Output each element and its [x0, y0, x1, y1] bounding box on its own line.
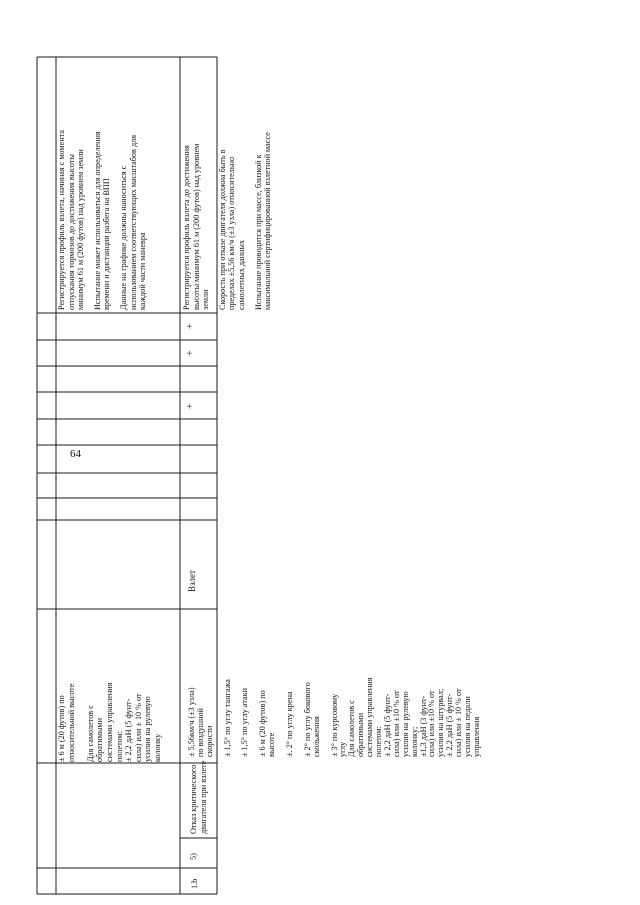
note-paragraph: Испытание может использоваться для определения времени и дистанции разбега на ВПП — [92, 131, 112, 310]
tolerance-list: ± 5,56км/ч (±3 узла) по воздушной скорости ± 1,5° по углу тангажа ± 1,5° по углу атаки ± 6 м (20 футов) по высоте ±. 2° по углу крена ± 2° по углу бокового скольжения ± 3° по курсовому углу Для самолетов с обратимыми системами управления полетом: ± 2,2 даН (5 фунт- сила) или ±10 % от усилия на рулевую колонку; ±1,3 даН (3 фунт- сила) или ±10 % от усилия на штурвал; ± 2,2 даН (5 фунт- сила) или ± 10 % от усилия на педали управления — [187, 677, 481, 757]
row-number: 1.b — [190, 878, 199, 889]
page-number: 64 — [70, 448, 81, 460]
plus-mark: + — [185, 350, 196, 356]
flight-condition: Взлет — [187, 570, 197, 592]
row-1b-notes — [182, 60, 280, 310]
note-paragraph: Испытание проводится при массе, близкой к максимальной сертифицированной взлетной массе — [253, 132, 273, 310]
note-paragraph: Регистрируется профиль взлета до достижения высоты минимум 61 м (200 футов) над уровнем земли — [182, 143, 211, 310]
note-paragraph: Скорость при отказе двигателя должна быть в пределах ±5,56 км/ч (±3 узла) относительно самолетных данных — [217, 149, 246, 310]
note-paragraph: Данные на графике должны наноситься с использованием соответствующих масштабов для каждой части маневра — [118, 135, 148, 310]
plus-mark: + — [185, 323, 196, 329]
prev-row-deviation: ± 6 м (20 футов) по относительной высоте Для самолетов с обратимыми системами управления полетом: ± 2,2 даН (5 фунт- сила) или ± 10 % от усилия на рулевую колонку — [57, 682, 162, 762]
note-paragraph: Регистрируется профиль взлета, начиная с момента отпускания тормозов до достижения высоты минимум 61 м (200 футов) над уровнем земли — [57, 129, 86, 310]
prev-row-notes — [57, 60, 155, 310]
test-name: Отказ критического двигателя при взлете — [189, 760, 208, 834]
row-item: 5) — [189, 853, 198, 860]
plus-mark: + — [185, 403, 196, 409]
